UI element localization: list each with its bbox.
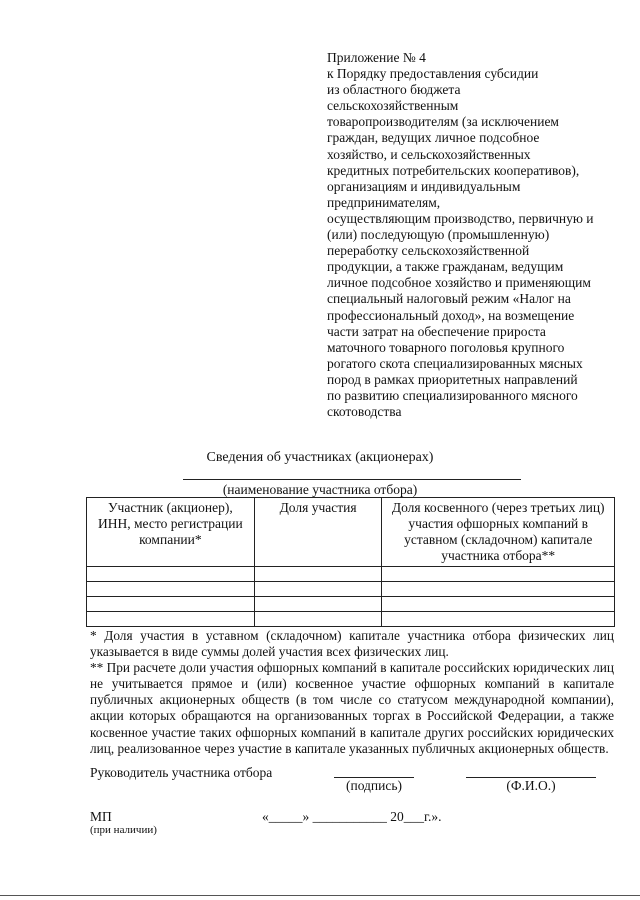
appendix-header	[327, 50, 627, 420]
column-header-participant: Участник (акционер), ИНН, место регистрации компании*	[87, 498, 255, 567]
table-cell	[254, 582, 382, 597]
table-row	[87, 567, 615, 582]
appendix-line: рогатого скота специализированных мясных	[327, 355, 583, 371]
table-cell	[382, 582, 615, 597]
appendix-line: скотоводства	[327, 404, 402, 420]
appendix-line: хозяйство, и сельскохозяйственных	[327, 146, 531, 162]
table-cell	[254, 597, 382, 612]
appendix-line: пород в рамках приоритетных направлений	[327, 371, 578, 387]
page-bottom-rule	[0, 895, 640, 896]
appendix-line: товаропроизводителям (за исключением	[327, 114, 559, 130]
column-header-offshore-share: Доля косвенного (через третьих лиц) участия офшорных компаний в уставном (складочном) капитале участника отбора**	[382, 498, 615, 567]
footnote-2: ** При расчете доли участия офшорных компаний в капитале российских юридических лиц не учитывается прямое и (или) косвенное участие офшорных компаний в капитале публичных акционерных обществ (в том числе со статусом международной компании), акции которых обращаются на организованных торгах в Российской Федерации, а также косвенное участие таких офшорных компаний в капитале других российских юридических лиц, реализованное через участие в капитале указанных публичных акционерных обществ.	[90, 660, 614, 756]
table-body	[87, 567, 615, 627]
appendix-line: маточного товарного поголовья крупного	[327, 339, 565, 355]
table-cell	[87, 582, 255, 597]
column-header-share: Доля участия	[254, 498, 382, 567]
table-cell	[254, 612, 382, 627]
participant-name-caption: (наименование участника отбора)	[222, 482, 418, 497]
participant-name-line	[183, 479, 521, 480]
table-header-row	[87, 498, 615, 567]
appendix-line: кредитных потребительских кооперативов),	[327, 162, 580, 178]
appendix-line: профессиональный доход», на возмещение	[327, 307, 575, 323]
table-cell	[254, 567, 382, 582]
table-cell	[382, 597, 615, 612]
participants-table	[86, 497, 615, 627]
stamp-label: МП	[90, 809, 112, 824]
appendix-line: части затрат на обеспечение прироста	[327, 323, 546, 339]
appendix-line: к Порядку предоставления субсидии	[327, 66, 539, 82]
full-name-caption: (Ф.И.О.)	[506, 778, 556, 793]
appendix-line: специальный налоговый режим «Налог на	[327, 291, 571, 307]
appendix-line: Приложение № 4	[327, 50, 426, 65]
appendix-line: граждан, ведущих личное подсобное	[327, 130, 540, 146]
table-cell	[87, 567, 255, 582]
head-label: Руководитель участника отбора	[90, 765, 273, 780]
table-row	[87, 597, 615, 612]
appendix-line: предпринимателям,	[327, 194, 441, 210]
appendix-line: личное подсобное хозяйство и применяющим	[327, 275, 591, 291]
appendix-line: сельскохозяйственным	[327, 98, 459, 114]
table-cell	[87, 612, 255, 627]
table-cell	[382, 612, 615, 627]
footnotes	[90, 628, 614, 757]
appendix-line: организациям и индивидуальным	[327, 178, 521, 194]
stamp-note: (при наличии)	[90, 824, 157, 836]
table-row	[87, 582, 615, 597]
appendix-line: переработку сельскохозяйственной	[327, 243, 530, 259]
appendix-line: по развитию специализированного мясного	[327, 387, 578, 403]
appendix-line: продукции, а также гражданам, ведущим	[327, 259, 564, 275]
table-cell	[87, 597, 255, 612]
form-title: Сведения об участниках (акционерах)	[206, 450, 434, 465]
table-row	[87, 612, 615, 627]
signature-caption: (подпись)	[345, 778, 403, 793]
appendix-line: из областного бюджета	[327, 82, 461, 98]
footnote-1: * Доля участия в уставном (складочном) капитале участника отбора физических лиц указывается в виде суммы долей участия всех физических лиц.	[90, 628, 614, 660]
table-cell	[382, 567, 615, 582]
date-field: «_____» ___________ 20___г.».	[262, 809, 442, 824]
appendix-line: осуществляющим производство, первичную и	[327, 210, 594, 226]
appendix-line: (или) последующую (промышленную)	[327, 227, 550, 243]
